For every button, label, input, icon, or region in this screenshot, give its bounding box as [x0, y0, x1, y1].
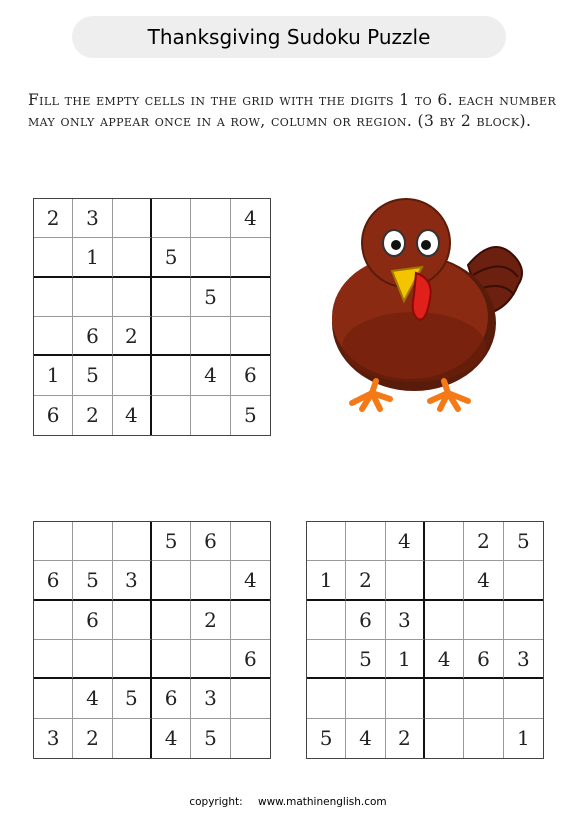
sudoku-grid-1: [33, 198, 271, 436]
sudoku-cell[interactable]: 4: [191, 356, 230, 395]
sudoku-cell[interactable]: [386, 679, 425, 718]
sudoku-cell[interactable]: [152, 199, 191, 238]
sudoku-cell[interactable]: [386, 561, 425, 600]
sudoku-cell[interactable]: [113, 719, 152, 758]
sudoku-cell[interactable]: [73, 522, 112, 561]
sudoku-cell[interactable]: 4: [346, 719, 385, 758]
sudoku-cell[interactable]: [425, 561, 464, 600]
sudoku-cell[interactable]: [152, 640, 191, 679]
sudoku-cell[interactable]: 2: [73, 719, 112, 758]
sudoku-cell[interactable]: [231, 278, 270, 317]
sudoku-cell[interactable]: [113, 601, 152, 640]
sudoku-cell[interactable]: 6: [152, 679, 191, 718]
sudoku-cell[interactable]: [231, 719, 270, 758]
sudoku-cell[interactable]: [191, 396, 230, 435]
sudoku-cell[interactable]: [152, 317, 191, 356]
sudoku-cell[interactable]: 5: [504, 522, 543, 561]
sudoku-cell[interactable]: 1: [34, 356, 73, 395]
sudoku-cell[interactable]: [113, 238, 152, 277]
sudoku-cell[interactable]: 6: [191, 522, 230, 561]
sudoku-cell[interactable]: 5: [243, 403, 257, 428]
sudoku-cell[interactable]: [191, 317, 230, 356]
sudoku-cell[interactable]: 3: [504, 640, 543, 679]
sudoku-cell[interactable]: [231, 679, 270, 718]
sudoku-cell[interactable]: 6: [34, 396, 73, 435]
sudoku-cell[interactable]: [504, 561, 543, 600]
sudoku-cell[interactable]: 5: [73, 356, 112, 395]
sudoku-cell[interactable]: [34, 601, 73, 640]
sudoku-cell[interactable]: 6: [231, 356, 270, 395]
sudoku-cell[interactable]: [34, 278, 73, 317]
sudoku-cell[interactable]: 5: [73, 561, 112, 600]
sudoku-cell[interactable]: [504, 679, 543, 718]
sudoku-cell[interactable]: [113, 522, 152, 561]
sudoku-cell[interactable]: 3: [34, 719, 73, 758]
sudoku-cell[interactable]: 6: [34, 561, 73, 600]
sudoku-cell[interactable]: 5: [307, 719, 346, 758]
sudoku-cell[interactable]: [191, 199, 230, 238]
sudoku-cell[interactable]: [152, 396, 191, 435]
sudoku-cell[interactable]: 3: [191, 679, 230, 718]
sudoku-cell[interactable]: [152, 601, 191, 640]
sudoku-cell[interactable]: 5: [152, 522, 191, 561]
copyright-url[interactable]: www.mathinenglish.com: [257, 796, 387, 808]
sudoku-cell[interactable]: 3: [386, 601, 425, 640]
sudoku-cell[interactable]: [425, 679, 464, 718]
copyright-label: copyright:: [189, 796, 243, 808]
sudoku-cell[interactable]: [346, 522, 385, 561]
sudoku-cell[interactable]: [425, 719, 464, 758]
sudoku-cell[interactable]: [34, 522, 73, 561]
sudoku-cell[interactable]: 1: [307, 561, 346, 600]
sudoku-cell[interactable]: [34, 317, 73, 356]
sudoku-cell[interactable]: 5: [152, 238, 191, 277]
sudoku-cell[interactable]: [231, 522, 270, 561]
sudoku-cell[interactable]: 5: [191, 719, 230, 758]
sudoku-cell[interactable]: [307, 601, 346, 640]
sudoku-cell[interactable]: 2: [73, 396, 112, 435]
sudoku-cell[interactable]: 4: [152, 719, 191, 758]
sudoku-cell[interactable]: 4: [231, 561, 270, 600]
sudoku-grid-3: [306, 521, 544, 759]
sudoku-cell[interactable]: [464, 719, 503, 758]
footer: [0, 796, 576, 808]
sudoku-cell[interactable]: 2: [113, 317, 152, 356]
sudoku-cell[interactable]: [152, 561, 191, 600]
sudoku-cell[interactable]: 4: [386, 522, 425, 561]
sudoku-cell[interactable]: [113, 199, 152, 238]
sudoku-cell[interactable]: [231, 601, 270, 640]
sudoku-cell[interactable]: [307, 522, 346, 561]
turkey-icon: [318, 195, 528, 417]
sudoku-cell[interactable]: [231, 238, 270, 277]
sudoku-cell[interactable]: [34, 640, 73, 679]
sudoku-cell[interactable]: [425, 522, 464, 561]
sudoku-cell[interactable]: 5: [346, 640, 385, 679]
sudoku-cell[interactable]: [425, 601, 464, 640]
page-title: Thanksgiving Sudoku Puzzle: [147, 25, 431, 49]
sudoku-cell[interactable]: [113, 356, 152, 395]
sudoku-cell[interactable]: 1: [386, 640, 425, 679]
sudoku-cell[interactable]: [152, 278, 191, 317]
sudoku-cell[interactable]: [307, 679, 346, 718]
sudoku-cell[interactable]: 2: [191, 601, 230, 640]
sudoku-cell[interactable]: 6: [464, 640, 503, 679]
sudoku-cell[interactable]: 4: [113, 396, 152, 435]
sudoku-cell[interactable]: 5: [113, 679, 152, 718]
sudoku-cell[interactable]: [191, 238, 230, 277]
sudoku-cell[interactable]: 2: [464, 522, 503, 561]
sudoku-cell[interactable]: [346, 679, 385, 718]
sudoku-cell[interactable]: 6: [73, 601, 112, 640]
sudoku-cell[interactable]: [73, 278, 112, 317]
sudoku-cell[interactable]: 2: [34, 199, 73, 238]
sudoku-cell[interactable]: 4: [425, 640, 464, 679]
sudoku-cell[interactable]: 1: [516, 726, 530, 751]
sudoku-cell[interactable]: [113, 278, 152, 317]
sudoku-cell[interactable]: 6: [346, 601, 385, 640]
sudoku-cell[interactable]: 4: [73, 679, 112, 718]
sudoku-cell[interactable]: [191, 561, 230, 600]
sudoku-grid-2: [33, 521, 271, 759]
sudoku-cell[interactable]: 6: [73, 317, 112, 356]
sudoku-cell[interactable]: [152, 356, 191, 395]
instructions-text: Fill the empty cells in the grid with the digits 1 to 6. each number may only appear once in a row, column or region. (3 by 2 block).: [28, 91, 557, 130]
sudoku-cell[interactable]: [307, 640, 346, 679]
sudoku-cell[interactable]: 4: [464, 561, 503, 600]
sudoku-cell[interactable]: [73, 640, 112, 679]
title-banner: [72, 16, 506, 58]
sudoku-cell[interactable]: 3: [113, 561, 152, 600]
sudoku-cell[interactable]: [191, 640, 230, 679]
sudoku-cell[interactable]: 4: [231, 199, 270, 238]
sudoku-cell[interactable]: 2: [346, 561, 385, 600]
sudoku-cell[interactable]: 6: [231, 640, 270, 679]
sudoku-cell[interactable]: [464, 601, 503, 640]
sudoku-cell[interactable]: 3: [73, 199, 112, 238]
sudoku-cell[interactable]: [34, 238, 73, 277]
sudoku-cell[interactable]: [231, 317, 270, 356]
sudoku-cell[interactable]: [113, 640, 152, 679]
sudoku-cell[interactable]: 1: [73, 238, 112, 277]
sudoku-cell[interactable]: [34, 679, 73, 718]
sudoku-cell[interactable]: 2: [386, 719, 425, 758]
sudoku-cell[interactable]: [504, 601, 543, 640]
sudoku-cell[interactable]: 5: [191, 278, 230, 317]
sudoku-cell[interactable]: [464, 679, 503, 718]
